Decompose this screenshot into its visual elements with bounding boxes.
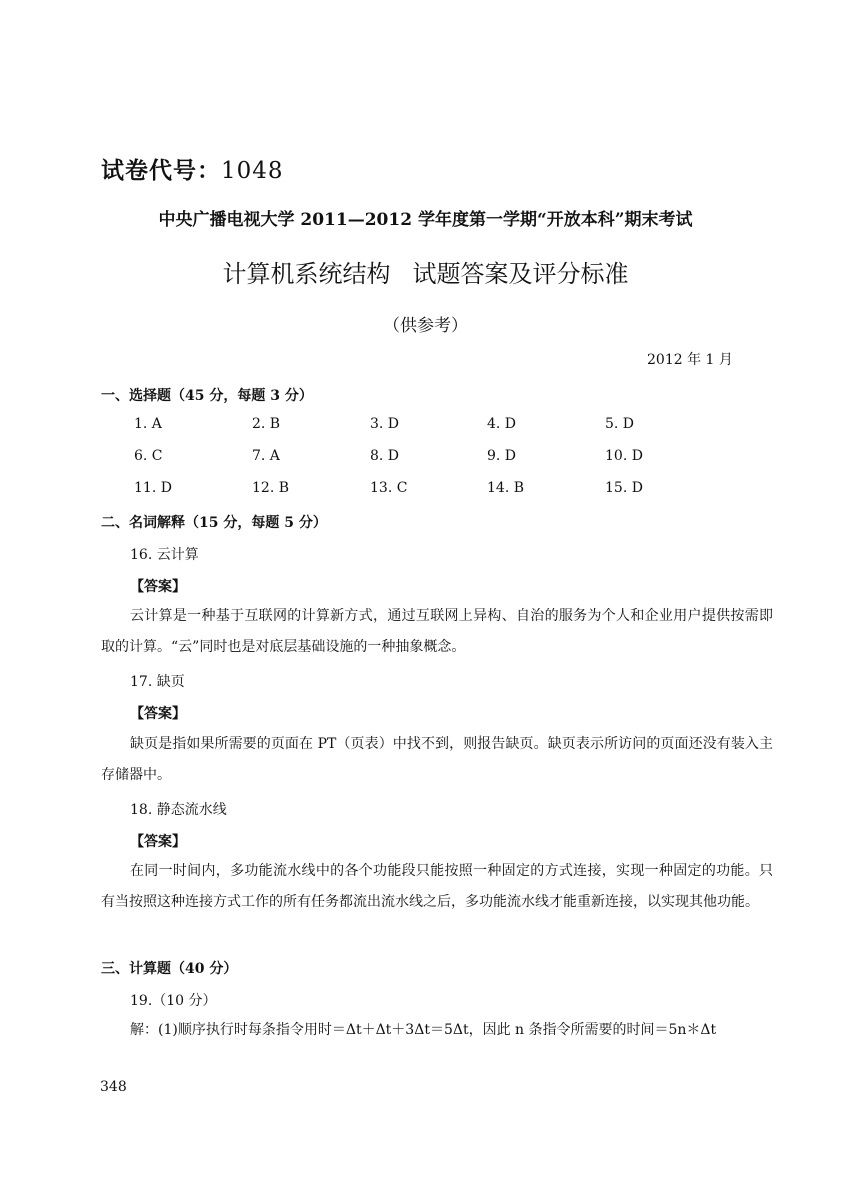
answer-19: 解：(1)顺序执行时每条指令用时＝Δt＋Δt＋3Δt＝5Δt，因此 n 条指令所需要的时间＝5n＊Δt [130, 1022, 717, 1038]
reference-note: （供参考） [383, 316, 468, 336]
paper-code-label: 试卷代号： [101, 157, 221, 184]
answer-item: 10. D [605, 448, 643, 464]
answer-item: 2. B [252, 416, 281, 432]
exam-title [0, 254, 851, 289]
answer-item: 5. D [605, 416, 635, 432]
answer-18: 在同一时间内，多功能流水线中的各个功能段只能按照一种固定的方式连接，实现一种固定的功能。只有当按照这种连接方式工作的所有任务都流出流水线之后，多功能流水线才能重新连接，以实现其他功能。 [101, 863, 773, 910]
answer-item: 12. B [252, 480, 290, 496]
answer-16: 云计算是一种基于互联网的计算新方式，通过互联网上异构、自治的服务为个人和企业用户提供按需即取的计算。“云”同时也是对底层基础设施的一种抽象概念。 [101, 608, 773, 655]
answer-item: 11. D [134, 480, 172, 496]
course-name: 计算机系统结构 [222, 260, 391, 288]
paper-code-number: 1048 [221, 158, 284, 184]
paper-code [101, 152, 284, 185]
question-19: 19.（10 分） [130, 993, 217, 1009]
answer-tag: 【答案】 [130, 834, 186, 850]
answer-item: 13. C [370, 480, 408, 496]
page-number: 348 [100, 1079, 127, 1095]
answer-item: 3. D [370, 416, 400, 432]
answer-item: 14. B [487, 480, 525, 496]
section-heading-choice: 一、选择题（45 分，每题 3 分） [101, 388, 313, 404]
question-18: 18. 静态流水线 [130, 802, 227, 818]
answer-17: 缺页是指如果所需要的页面在 PT（页表）中找不到，则报告缺页。缺页表示所访问的页面还没有装入主存储器中。 [101, 736, 773, 783]
answer-item: 15. D [605, 480, 643, 496]
section-heading-calc: 三、计算题（40 分） [101, 961, 238, 977]
answer-item: 9. D [487, 448, 517, 464]
answer-tag: 【答案】 [130, 706, 186, 722]
answer-tag: 【答案】 [130, 579, 186, 595]
answer-item: 8. D [370, 448, 400, 464]
exam-date: 2012 年 1 月 [647, 352, 733, 368]
answer-item: 1. A [134, 416, 162, 432]
question-16: 16. 云计算 [130, 547, 199, 563]
answer-item: 7. A [252, 448, 280, 464]
answer-item: 6. C [134, 448, 163, 464]
exam-subtitle: 中央广播电视大学 2011—2012 学年度第一学期“开放本科”期末考试 [158, 210, 693, 230]
answer-item: 4. D [487, 416, 517, 432]
title-suffix: 试题答案及评分标准 [412, 260, 629, 288]
question-17: 17. 缺页 [130, 674, 185, 690]
section-heading-terms: 二、名词解释（15 分，每题 5 分） [101, 515, 327, 531]
